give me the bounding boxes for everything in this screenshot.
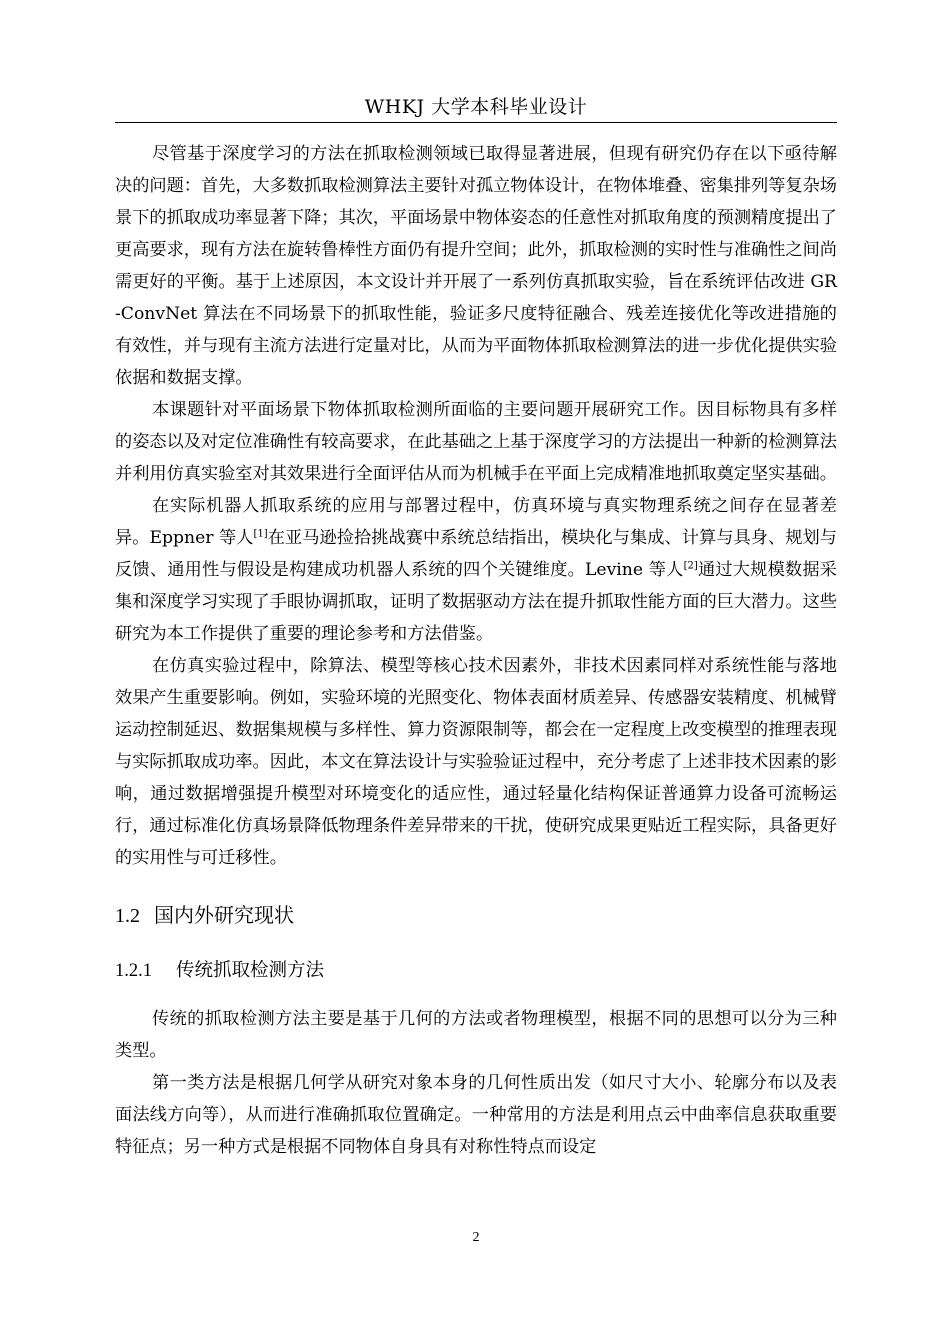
page-number: 2 xyxy=(472,1230,480,1245)
section-number: 1.2 xyxy=(115,905,140,927)
section-heading-1-2 xyxy=(115,900,837,931)
paragraph-research-topic: 本课题针对平面场景下物体抓取检测所面临的主要问题开展研究工作。因目标物具有多样的姿态以及对定位准确性有较高要求，在此基础之上基于深度学习的方法提出一种新的检测算法并利用仿真实验室对其效果进行全面评估从而为机械手在平面上完成精准地抓取奠定坚实基础。 xyxy=(115,400,837,484)
page-header: WHKJ 大学本科毕业设计 xyxy=(364,96,588,118)
paragraph-sim-to-real-part-2: 在亚马逊捡拾挑战赛中系统总结指出，模块化与集成、计算与具身、规划与反馈、通用性与假设是构建成功机器人系统的四个关键维度。Levine 等人 xyxy=(115,528,837,580)
section-title: 国内外研究现状 xyxy=(154,903,294,927)
paragraph-sim-to-real-part-3: 通过大规模数据采集和深度学习实现了手眼协调抓取，证明了数据驱动方法在提升抓取性能方面的巨大潜力。这些研究为本工作提供了重要的理论参考和方法借鉴。 xyxy=(115,560,837,644)
paragraph-geometric-methods: 第一类方法是根据几何学从研究对象本身的几何性质出发（如尺寸大小、轮廓分布以及表面法线方向等），从而进行准确抓取位置确定。一种常用的方法是利用点云中曲率信息获取重要特征点；另一种方式是根据不同物体自身具有对称性特点而设定 xyxy=(115,1073,837,1157)
paragraph-sim-to-real-part-1: 在实际机器人抓取系统的应用与部署过程中，仿真环境与真实物理系统之间存在显著差异。Eppner 等人 xyxy=(115,496,837,548)
header-divider xyxy=(115,122,837,123)
paragraph-research-problems: 尽管基于深度学习的方法在抓取检测领域已取得显著进展，但现有研究仍存在以下亟待解决的问题：首先，大多数抓取检测算法主要针对孤立物体设计，在物体堆叠、密集排列等复杂场景下的抓取成功率显著下降；其次，平面场景中物体姿态的任意性对抓取角度的预测精度提出了更高要求，现有方法在旋转鲁棒性方面仍有提升空间；此外，抓取检测的实时性与准确性之间尚需更好的平衡。基于上述原因，本文设计并开展了一系列仿真抓取实验，旨在系统评估改进 GR-ConvNet 算法在不同场景下的抓取性能，验证多尺度特征融合、残差连接优化等改进措施的有效性，并与现有主流方法进行定量对比，从而为平面物体抓取检测算法的进一步优化提供实验依据和数据支撑。 xyxy=(115,144,837,388)
subsection-title: 传统抓取检测方法 xyxy=(176,960,325,981)
paragraph-non-technical-factors: 在仿真实验过程中，除算法、模型等核心技术因素外，非技术因素同样对系统性能与落地效果产生重要影响。例如，实验环境的光照变化、物体表面材质差异、传感器安装精度、机械臂运动控制延迟、数据集规模与多样性、算力资源限制等，都会在一定程度上改变模型的推理表现与实际抓取成功率。因此，本文在算法设计与实验验证过程中，充分考虑了上述非技术因素的影响，通过数据增强提升模型对环境变化的适应性，通过轻量化结构保证普通算力设备可流畅运行，通过标准化仿真场景降低物理条件差异带来的干扰，使研究成果更贴近工程实际，具备更好的实用性与可迁移性。 xyxy=(115,656,837,868)
page-body xyxy=(115,138,837,1163)
paragraph-sim-to-real xyxy=(115,490,837,650)
citation-ref-1[interactable]: [1] xyxy=(253,528,268,540)
citation-ref-2[interactable]: [2] xyxy=(683,560,698,572)
paragraph-traditional-methods: 传统的抓取检测方法主要是基于几何的方法或者物理模型，根据不同的思想可以分为三种类型。 xyxy=(115,1009,837,1061)
subsection-number: 1.2.1 xyxy=(115,961,152,981)
subsection-heading-1-2-1 xyxy=(115,957,837,985)
